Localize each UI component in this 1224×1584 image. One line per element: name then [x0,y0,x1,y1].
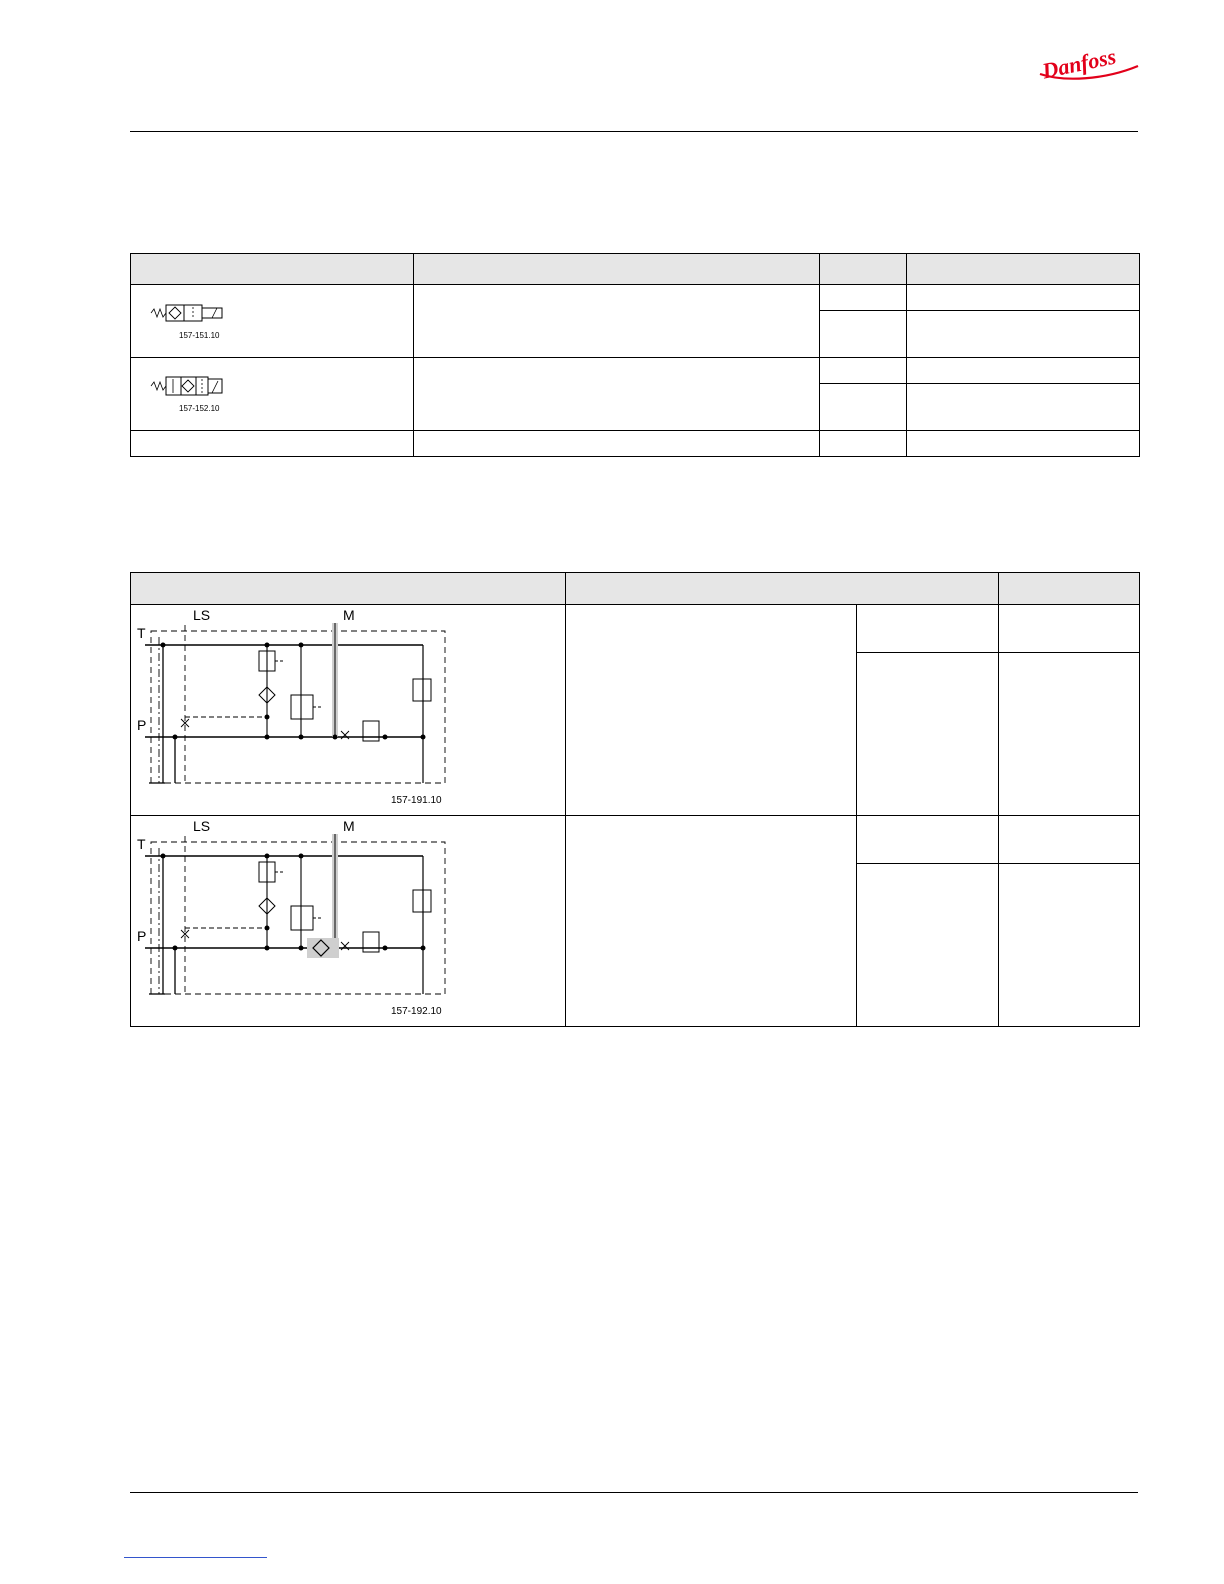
code-cell [820,384,907,431]
value-cell [907,285,1140,311]
code-cell [820,311,907,358]
table-row [131,605,1140,653]
symbol-cell [131,358,414,431]
diagram-code-label: 157-191.10 [391,795,442,806]
symbol-cell [131,431,414,457]
code-cell [820,285,907,311]
value-cell [907,384,1140,431]
port-label-p: P [137,717,147,733]
table-header-row [131,573,1140,605]
table-row [131,358,1140,384]
symbol-code-label: 157-152.10 [179,404,220,413]
table-header-cell [414,254,820,285]
footer-link-underline[interactable] [124,1557,267,1558]
table-header-row [131,254,1140,285]
table-header-cell [907,254,1140,285]
hydraulic-schematic-diagram [135,818,455,1003]
code-cell [999,864,1140,1027]
table-row [131,816,1140,864]
symbol-code-label: 157-151.10 [179,331,220,340]
table-header-cell [999,573,1140,605]
port-label-m: M [343,818,355,834]
solenoid-valve-symbol-b [149,366,269,406]
description-cell [566,816,857,1027]
code-cell [820,358,907,384]
danfoss-logo [1034,44,1142,86]
description-cell [566,605,857,816]
diagram-cell [131,816,566,1027]
code-cell [999,653,1140,816]
solenoid-valve-symbol-a [149,293,269,333]
hydraulic-schematic-diagram [135,607,455,792]
diagram-cell [131,605,566,816]
port-label-ls: LS [193,818,211,834]
symbol-cell [131,285,414,358]
table-header-cell [131,254,414,285]
table-row [131,431,1140,457]
option-cell [857,605,999,653]
header-rule [130,131,1138,132]
description-cell [414,358,820,431]
code-cell [999,605,1140,653]
description-cell [414,285,820,358]
value-cell [907,311,1140,358]
port-label-p: P [137,928,147,944]
value-cell [907,431,1140,457]
port-label-t: T [137,625,146,641]
value-cell [907,358,1140,384]
svg-text:Danfoss: Danfoss [1040,44,1119,84]
description-cell [414,431,820,457]
table-header-cell [131,573,566,605]
code-cell [999,816,1140,864]
hydraulic-circuit-table [130,572,1140,1027]
table-row [131,285,1140,311]
table-header-cell [820,254,907,285]
table-header-cell [566,573,999,605]
diagram-code-label: 157-192.10 [391,1006,442,1017]
footer-rule [130,1492,1138,1493]
code-cell [820,431,907,457]
solenoid-options-table [130,253,1140,457]
option-cell [857,864,999,1027]
port-label-m: M [343,607,355,623]
option-cell [857,653,999,816]
port-label-ls: LS [193,607,211,623]
option-cell [857,816,999,864]
port-label-t: T [137,836,146,852]
